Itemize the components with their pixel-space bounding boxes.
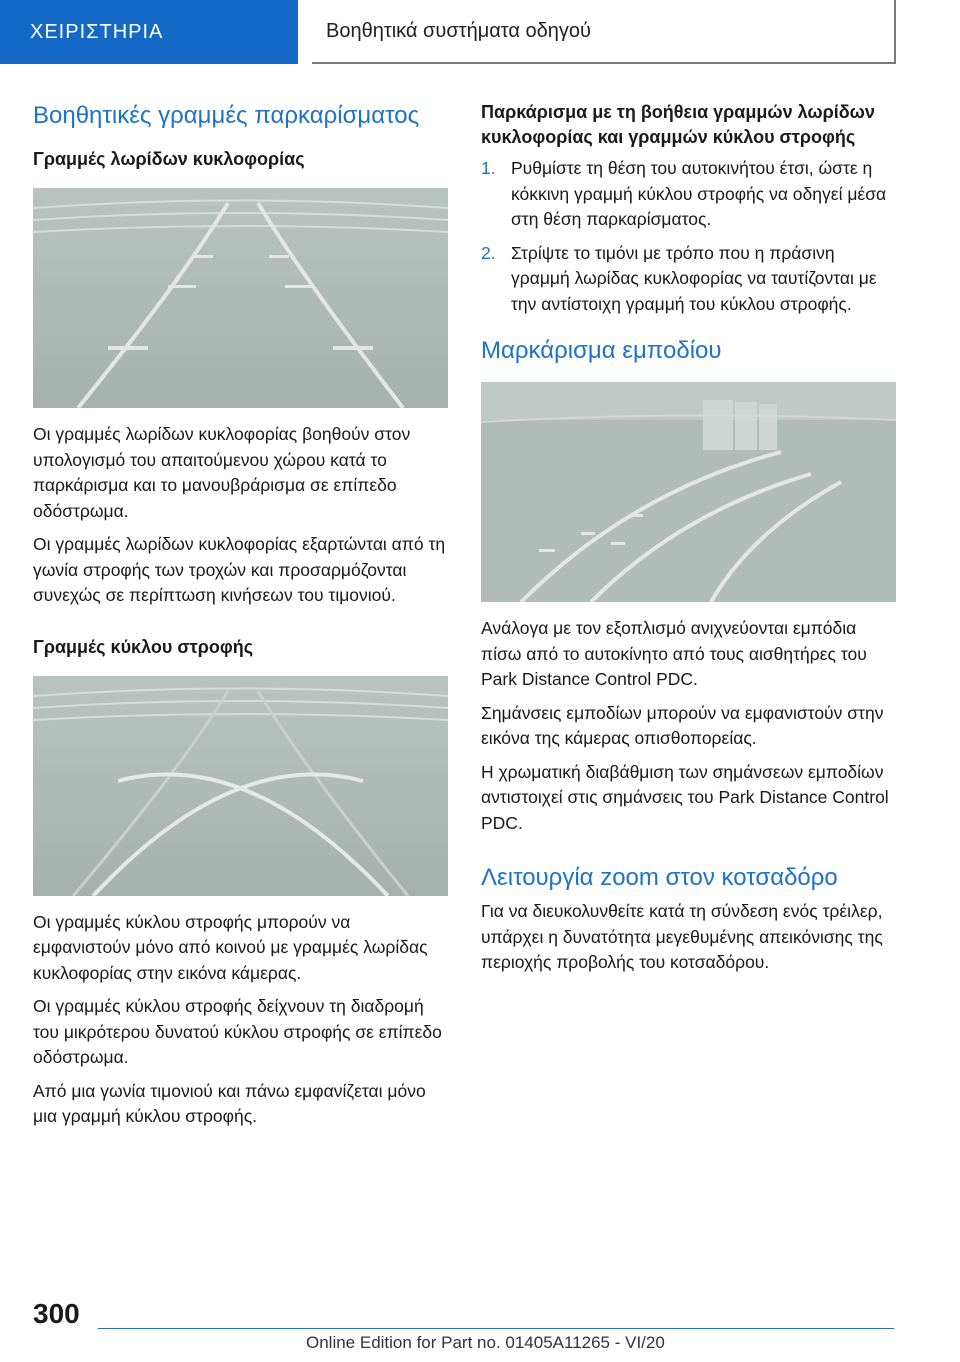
step-text: Στρίψτε το τιμόνι με τρόπο που η πράσινη γραμμή λωρίδας κυκλοφορίας να ταυτίζονται με την αντίστοιχη γραμμή του κύκλου στροφής. <box>511 242 877 314</box>
figure-lane-lines <box>33 188 448 408</box>
footer-edition: Online Edition for Part no. 01405A11265 - VI/20 <box>306 1333 665 1352</box>
subheading-turning-circle: Γραμμές κύκλου στροφής <box>33 636 254 657</box>
paragraph: Η χρωματική διαβάθμιση των σημάνσεων εμποδίων αντιστοιχεί στις σημάνσεις του Park Distance Control PDC. <box>481 761 889 833</box>
paragraph: Σημάνσεις εμποδίων μπορούν να εμφανιστούν στην εικόνα της κάμερας οπισθοπορείας. <box>481 702 884 748</box>
figure-obstacle-marking <box>481 382 896 602</box>
left-column <box>33 100 448 1138</box>
paragraph: Οι γραμμές λωρίδων κυκλοφορίας βοηθούν στον υπολογισμό του απαιτούμενου χώρου κατά το παρκάρισμα και το μανουβράρισμα σε επίπεδο οδόστρωμα. <box>33 424 411 521</box>
step-text: Ρυθμίστε τη θέση του αυτοκινήτου έτσι, ώστε η κόκκινη γραμμή κύκλου στροφής να οδηγεί μέσα στη θέση παρκαρίσματος. <box>511 158 887 229</box>
steps-list <box>481 156 896 317</box>
subheading-lane-lines: Γραμμές λωρίδων κυκλοφορίας <box>33 149 305 169</box>
right-column <box>481 100 896 984</box>
paragraph: Για να διευκολυνθείτε κατά τη σύνδεση ενός τρέιλερ, υπάρχει η δυνατότητα μεγεθυμένης απεικόνισης της περιοχής προβολής του κοτσαδόρου. <box>481 901 883 972</box>
section-title: Βοηθητικά συστήματα οδηγού <box>326 19 591 42</box>
step-number: 2. <box>481 242 496 263</box>
page-number: 300 <box>33 1298 80 1329</box>
section-heading-zoom: Λειτουργία zoom στον κοτσαδόρο <box>481 864 838 891</box>
chapter-tab <box>0 0 298 64</box>
paragraph: Οι γραμμές λωρίδων κυκλοφορίας εξαρτώνται από τη γωνία στροφής των τροχών και προσαρμόζονται συνεχώς σε περίπτωση κινήσεων του τιμονιού. <box>33 534 446 605</box>
paragraph: Από μια γωνία τιμονιού και πάνω εμφανίζεται μόνο μια γραμμή κύκλου στροφής. <box>33 1080 426 1126</box>
paragraph: Ανάλογα με τον εξοπλισμό ανιχνεύονται εμπόδια πίσω από το αυτοκίνητο από τους αισθητήρες του Park Distance Control PDC. <box>481 618 867 689</box>
subheading-parking-procedure: Παρκάρισμα με τη βοήθεια γραμμών λωρίδων κυκλοφορίας και γραμμών κύκλου στροφής <box>481 102 875 147</box>
list-item <box>481 156 896 233</box>
footer-divider <box>98 1328 894 1329</box>
section-heading-obstacle: Μαρκάρισμα εμποδίου <box>481 337 722 364</box>
list-item <box>481 241 896 318</box>
figure-turning-circle-lines <box>33 676 448 896</box>
step-number: 1. <box>481 158 496 178</box>
paragraph: Οι γραμμές κύκλου στροφής μπορούν να εμφανιστούν μόνο από κοινού με γραμμές λωρίδας κυκλοφορίας στην εικόνα κάμερας. <box>33 911 428 983</box>
section-header <box>312 0 896 64</box>
section-heading: Βοηθητικές γραμμές παρκαρίσματος <box>33 102 420 129</box>
paragraph: Οι γραμμές κύκλου στροφής δείχνουν τη διαδρομή του μικρότερου δυνατού κύκλου στροφής σε επίπεδο οδόστρωμα. <box>33 996 442 1067</box>
chapter-tab-label: ΧΕΙΡΙΣΤΗΡΙΑ <box>30 20 164 43</box>
